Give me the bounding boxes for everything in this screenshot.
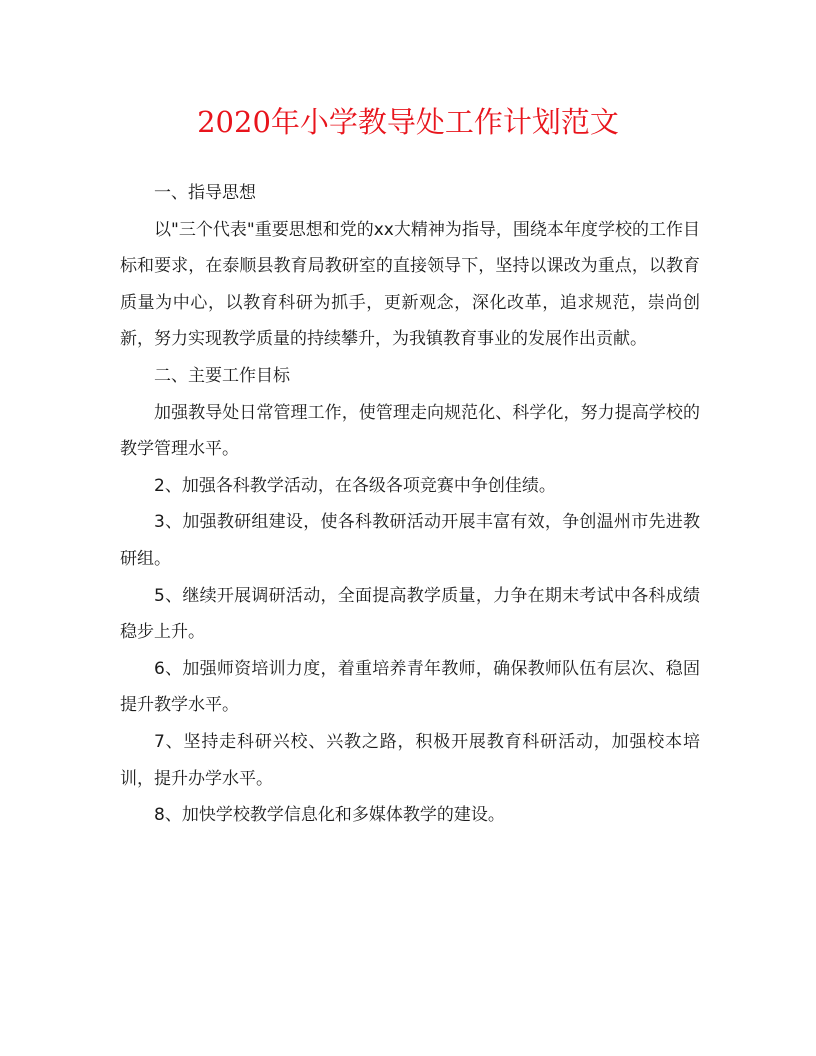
section-heading-main-goals: 二、主要工作目标	[154, 365, 290, 386]
paragraph-goal-5: 5、继续开展调研活动，全面提高教学质量，力争在期末考试中各科成绩稳步上升。	[120, 585, 700, 643]
page-title: 2020年小学教导处工作计划范文	[197, 105, 619, 139]
paragraph-goal-7: 7、坚持走科研兴校、兴教之路，积极开展教育科研活动，加强校本培训，提升办学水平。	[120, 731, 700, 789]
paragraph-goal-management: 加强教导处日常管理工作，使管理走向规范化、科学化，努力提高学校的教学管理水平。	[120, 402, 700, 460]
paragraph-goal-6: 6、加强师资培训力度，着重培养青年教师，确保教师队伍有层次、稳固提升教学水平。	[120, 658, 700, 716]
paragraph-guiding-ideology: 以"三个代表"重要思想和党的xx大精神为指导，围绕本年度学校的工作目标和要求，在泰顺县教育局教研室的直接领导下，坚持以课改为重点，以教育质量为中心，以教育科研为抓手，更新观念，深化改革，追求规范，崇尚创新，努力实现教学质量的持续攀升，为我镇教育事业的发展作出贡献。	[120, 219, 700, 350]
paragraph-goal-2: 2、加强各科教学活动，在各级各项竞赛中争创佳绩。	[154, 475, 556, 496]
document-body	[120, 175, 700, 834]
paragraph-goal-3: 3、加强教研组建设，使各科教研活动开展丰富有效，争创温州市先进教研组。	[120, 512, 700, 569]
section-heading-guiding-ideology: 一、指导思想	[154, 183, 256, 203]
paragraph-goal-8: 8、加快学校教学信息化和多媒体教学的建设。	[154, 805, 505, 826]
